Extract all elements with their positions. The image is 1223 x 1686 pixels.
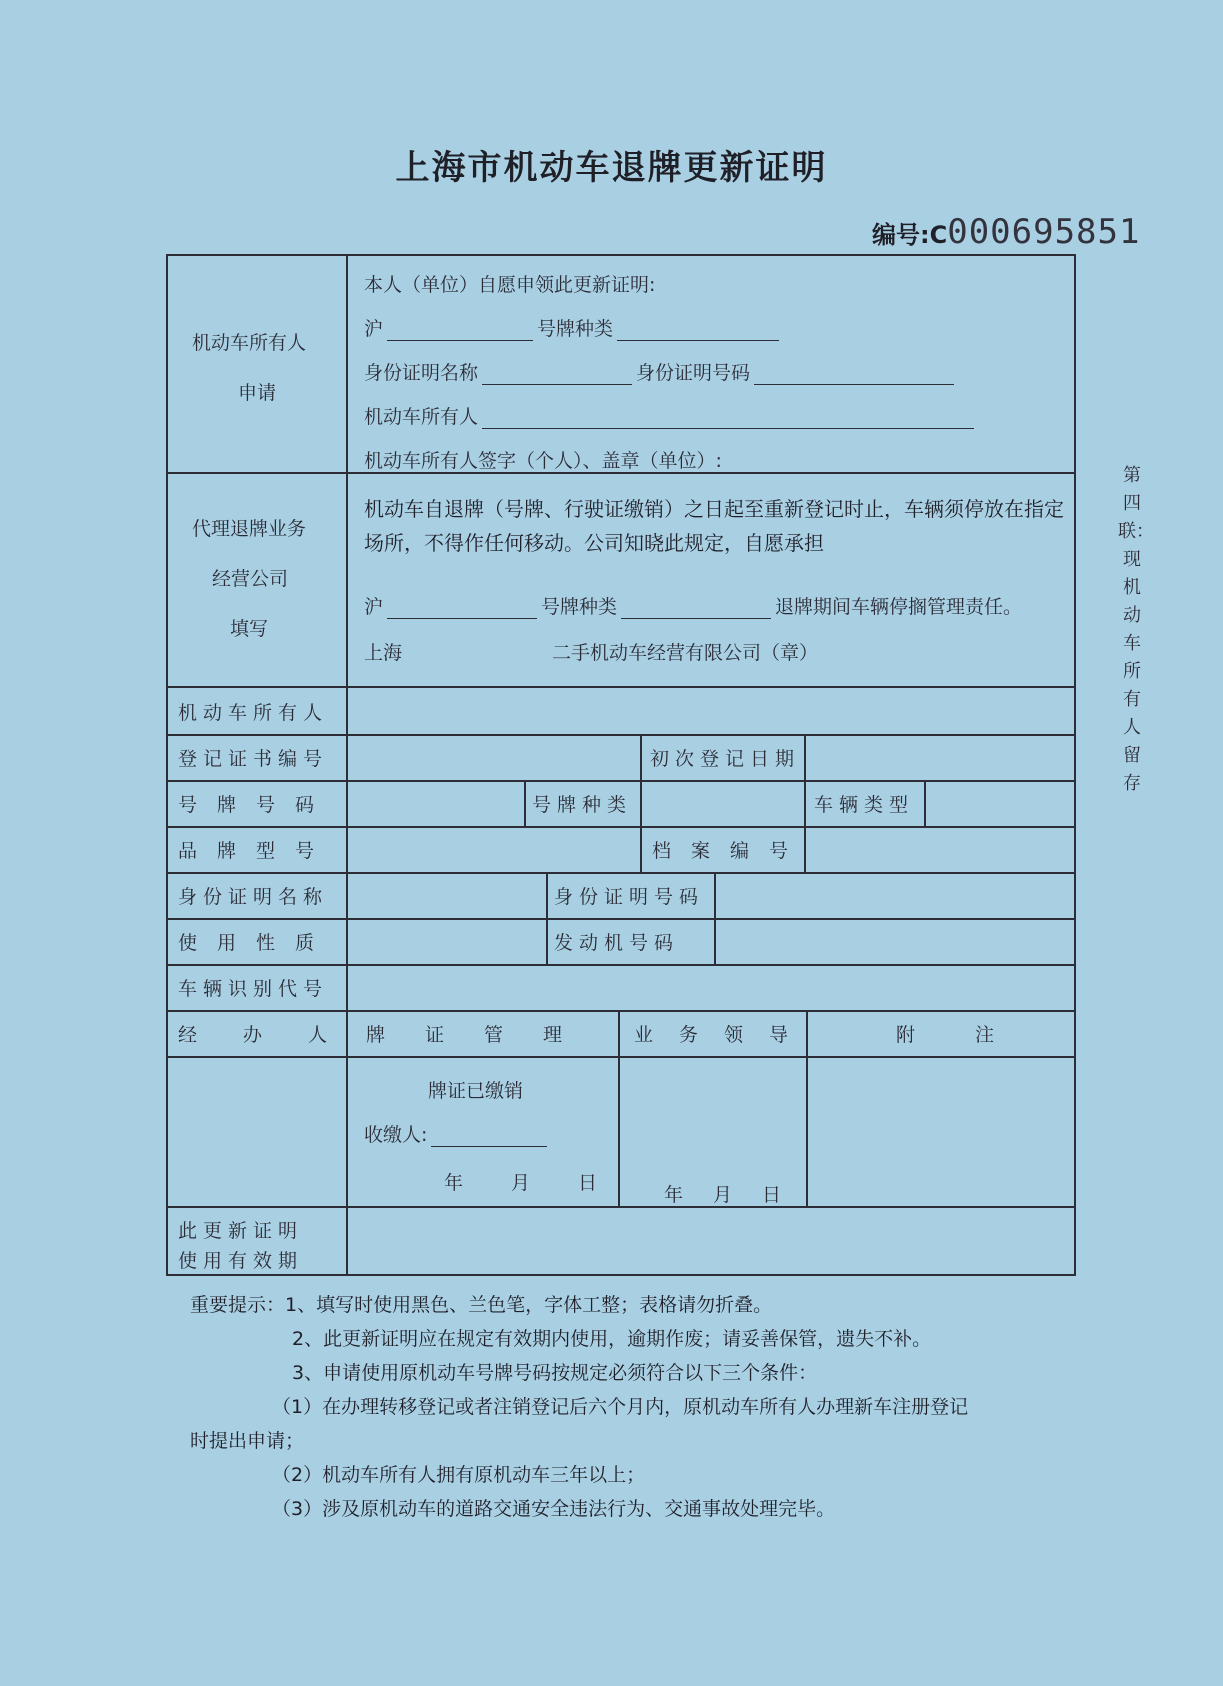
serial-label: 编号:C	[872, 221, 948, 249]
label-owner: 机动车所有人	[178, 702, 329, 724]
agent-plate-type-field[interactable]	[621, 598, 771, 619]
id-name-field[interactable]	[482, 364, 632, 385]
agent-plate-field[interactable]	[387, 598, 537, 619]
cancelled-text: 牌证已缴销	[428, 1080, 524, 1102]
hu-label: 沪	[364, 318, 384, 340]
label-id-number: 身份证明号码	[554, 886, 705, 908]
plate-type-label: 号牌种类	[537, 318, 614, 340]
note-5: 时提出申请；	[190, 1430, 305, 1452]
owner-name-row	[364, 402, 978, 429]
note-7: （3）涉及原机动车的道路交通安全违法行为、交通事故处理完毕。	[272, 1498, 836, 1520]
label-plate-no: 号牌号码	[178, 794, 335, 816]
section-agent-sublabel: 经营公司	[212, 568, 289, 590]
label-id-name: 身份证明名称	[178, 886, 329, 908]
agent-hu-label: 沪	[364, 596, 384, 618]
note-2: 2、此更新证明应在规定有效期内使用，逾期作废；请妥善保管，遗失不补。	[292, 1328, 932, 1350]
label-reg-cert: 登记证书编号	[178, 748, 329, 770]
id-name-label: 身份证明名称	[364, 362, 479, 384]
year-label: 年	[444, 1172, 464, 1194]
copy-note: 第四联：现机动车所有人留存	[1118, 465, 1154, 794]
owner-plate-row	[364, 314, 783, 341]
label-validity: 此更新证明	[178, 1220, 304, 1242]
agent-city: 上海	[364, 642, 403, 664]
section-agent-fill: 填写	[230, 618, 269, 640]
label-engine: 发动机号码	[554, 932, 680, 954]
owner-field[interactable]	[482, 408, 974, 429]
year-label: 年	[664, 1184, 684, 1206]
serial-value: 000695851	[947, 212, 1141, 252]
owner-signature: 机动车所有人签字（个人）、盖章（单位）:	[364, 450, 722, 472]
owner-label: 机动车所有人	[364, 406, 479, 428]
owner-id-row	[364, 358, 958, 385]
collector-label: 收缴人:	[364, 1124, 428, 1146]
label-archive: 档案编号	[652, 840, 809, 862]
label-validity-2: 使用有效期	[178, 1250, 304, 1272]
id-number-label: 身份证明号码	[636, 362, 751, 384]
label-first-reg: 初次登记日期	[650, 748, 801, 770]
important-notes	[190, 1288, 1090, 1526]
section-agent-label: 代理退牌业务	[192, 518, 307, 540]
label-remarks: 附注	[896, 1024, 1055, 1046]
label-leader: 业务领导	[634, 1024, 815, 1046]
id-number-field[interactable]	[754, 364, 954, 385]
certificate-form	[166, 254, 1076, 1276]
note-4: （1）在办理转移登记或者注销登记后六个月内，原机动车所有人办理新车注册登记	[272, 1396, 969, 1418]
plate-type-field[interactable]	[617, 320, 779, 341]
agent-statement: 机动车自退牌（号牌、行驶证缴销）之日起至重新登记时止，车辆须停放在指定场所，不得作任何移动。公司知晓此规定，自愿承担	[364, 497, 1064, 555]
serial-number	[872, 212, 1140, 252]
page-title: 上海市机动车退牌更新证明	[395, 148, 828, 188]
agent-plate-type-label: 号牌种类	[541, 596, 618, 618]
agent-plate-row	[364, 592, 1022, 619]
label-brand: 品牌型号	[178, 840, 335, 862]
label-plate-type: 号牌种类	[532, 794, 633, 816]
day-label: 日	[762, 1184, 782, 1206]
label-usage: 使用性质	[178, 932, 335, 954]
collector-row	[364, 1120, 551, 1147]
label-vin: 车辆识别代号	[178, 978, 329, 1000]
date-mgmt	[444, 1168, 597, 1195]
plate-number-field[interactable]	[387, 320, 533, 341]
label-handler: 经办人	[178, 1024, 374, 1046]
note-3: 3、申请使用原机动车号牌号码按规定必须符合以下三个条件：	[292, 1362, 818, 1384]
owner-intro: 本人（单位）自愿申领此更新证明:	[364, 274, 656, 296]
label-vehicle-type: 车辆类型	[814, 794, 915, 816]
section-owner-sublabel: 申请	[238, 382, 277, 404]
month-label: 月	[713, 1184, 733, 1206]
section-owner-label: 机动车所有人	[192, 332, 307, 354]
month-label: 月	[511, 1172, 531, 1194]
label-plate-mgmt: 牌证管理	[366, 1024, 603, 1046]
agent-responsibility: 退牌期间车辆停搁管理责任。	[775, 596, 1023, 618]
note-6: （2）机动车所有人拥有原机动车三年以上；	[272, 1464, 646, 1486]
collector-field[interactable]	[431, 1126, 547, 1147]
agent-company: 二手机动车经营有限公司（章）	[552, 642, 819, 664]
date-leader	[664, 1180, 781, 1207]
day-label: 日	[578, 1172, 598, 1194]
note-1: 重要提示：1、填写时使用黑色、兰色笔，字体工整；表格请勿折叠。	[190, 1294, 773, 1316]
